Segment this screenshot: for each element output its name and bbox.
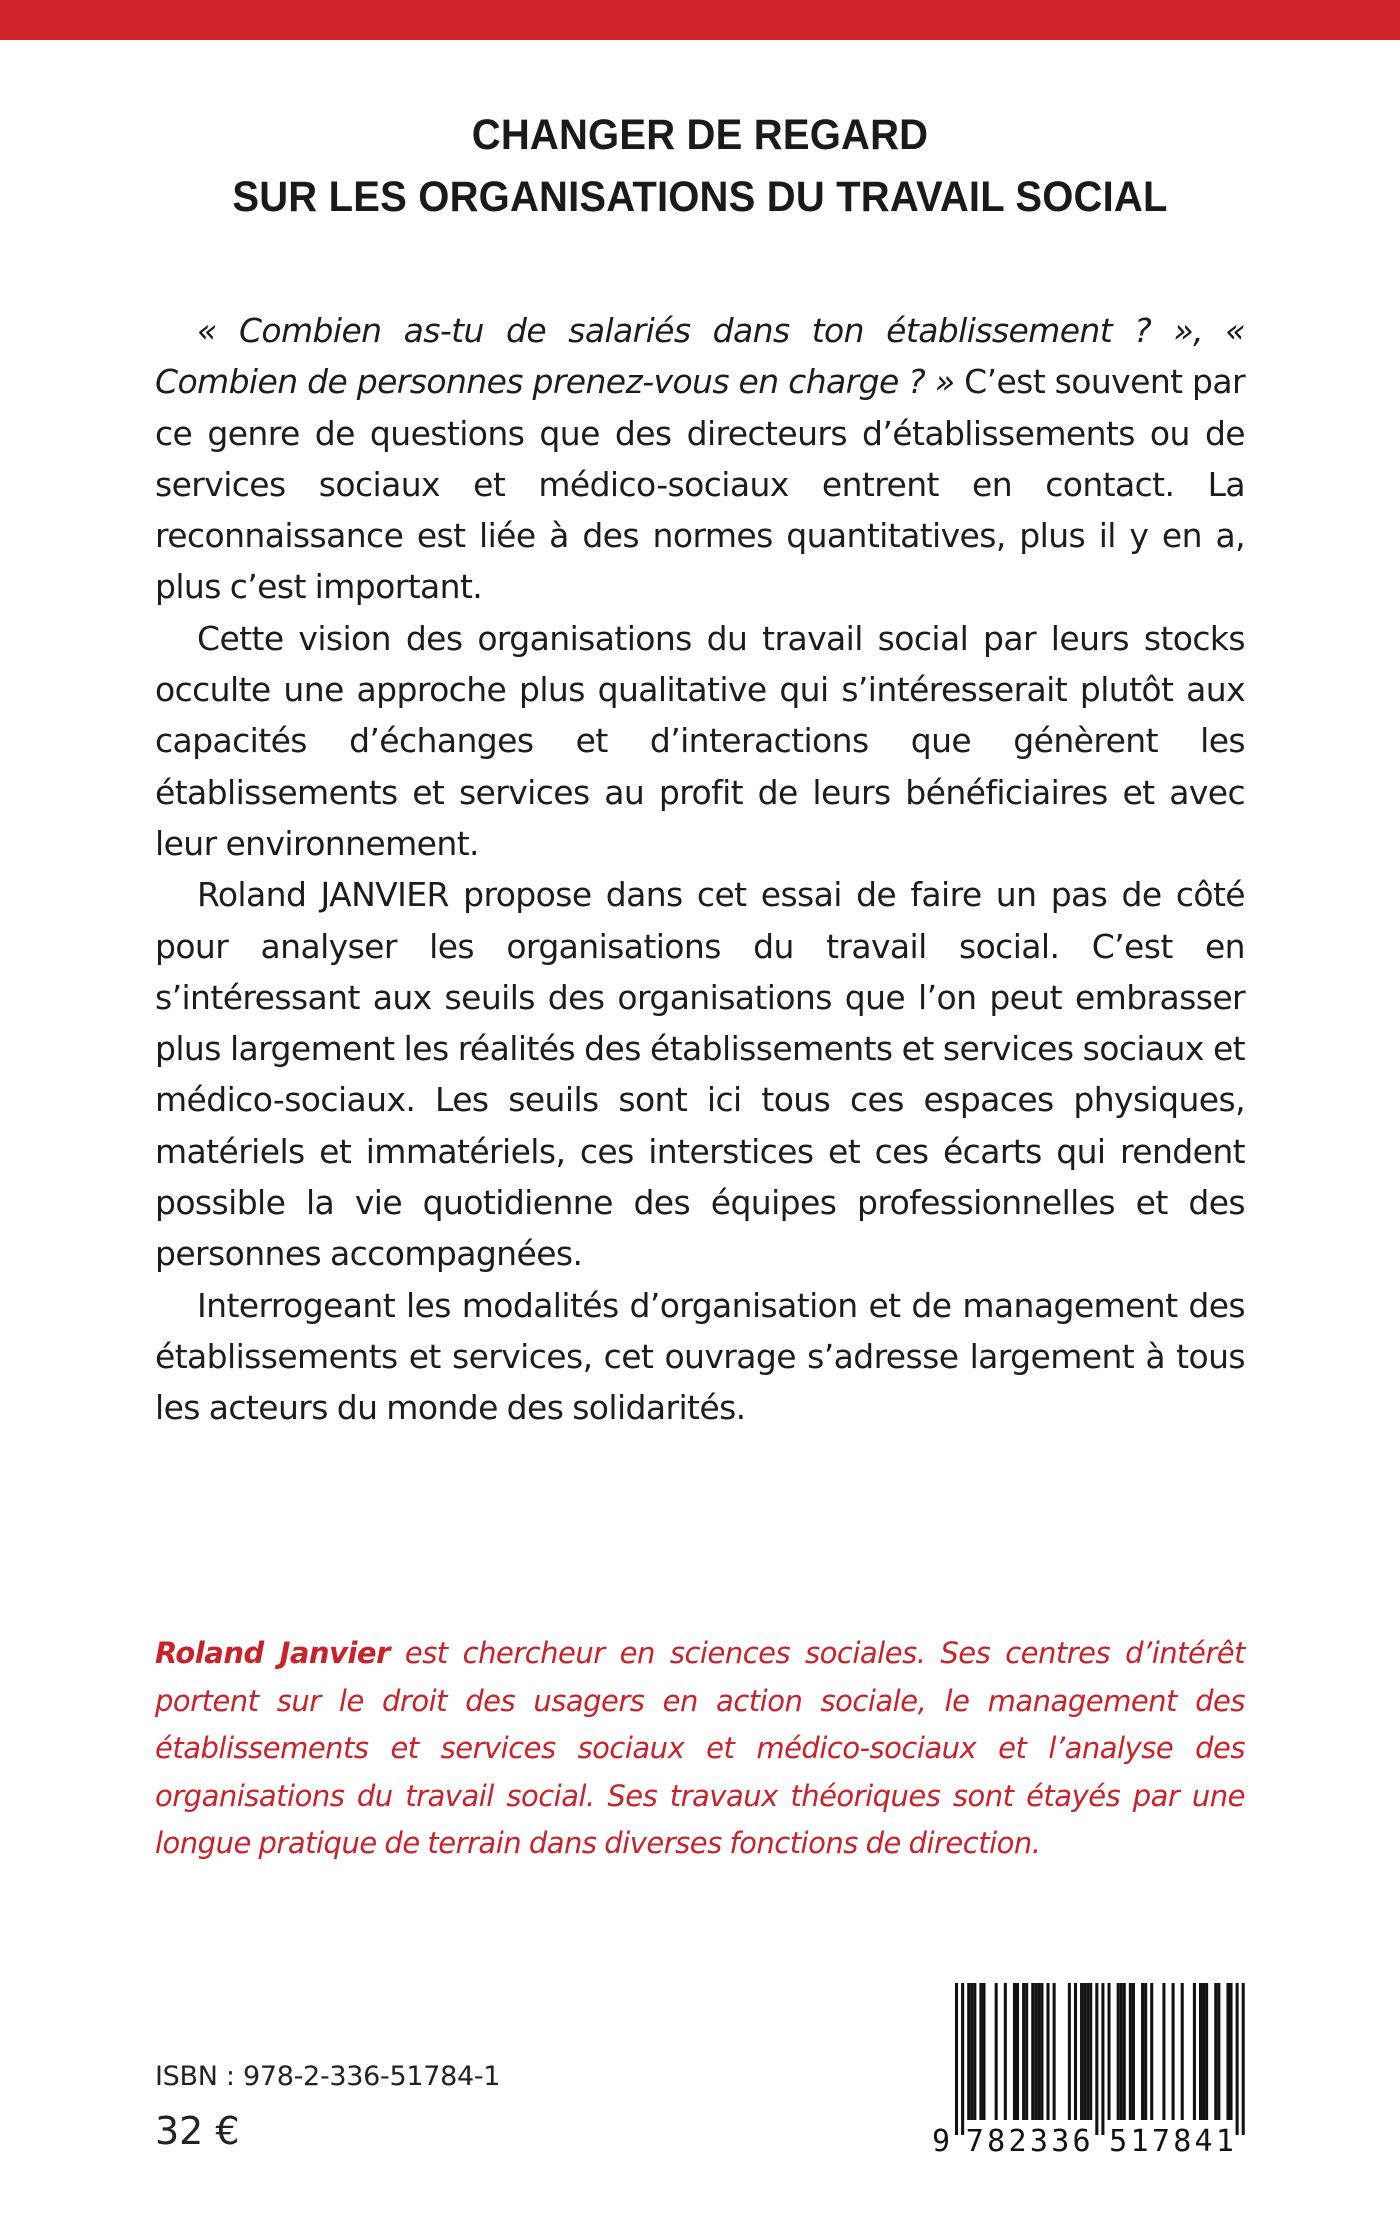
svg-text:3: 3 (1051, 2124, 1070, 2158)
svg-text:8: 8 (1173, 2124, 1192, 2158)
title-line-1: CHANGER DE REGARD (471, 111, 929, 159)
title-line-2: SUR LES ORGANISATIONS DU TRAVAIL SOCIAL (232, 173, 1168, 221)
svg-text:2: 2 (1008, 2124, 1027, 2158)
book-title (0, 104, 1400, 228)
svg-text:5: 5 (1109, 2124, 1128, 2158)
svg-text:8: 8 (987, 2124, 1006, 2158)
summary-paragraph-2: Cette vision des organisations du travail social par leurs stocks occulte une approche plus qualitative qui s’intéresserait plutôt aux capacités d’échanges et d’interactions que génèrent les établissements et services au profit de leurs bénéficiaires et avec leur environnement. (155, 618, 1245, 863)
svg-text:4: 4 (1194, 2124, 1213, 2158)
svg-text:1: 1 (1215, 2124, 1234, 2158)
svg-text:3: 3 (1029, 2124, 1048, 2158)
summary-paragraph-1 (155, 305, 1245, 613)
author-name: Roland Janvier (155, 1636, 390, 1670)
author-biography-paragraph (155, 1630, 1245, 1868)
svg-text:1: 1 (1130, 2124, 1149, 2158)
svg-text:7: 7 (965, 2124, 984, 2158)
svg-text:9: 9 (932, 2124, 951, 2158)
summary-paragraph-1-text: C’est souvent par ce genre de questions que des directeurs d’établissements ou de services sociaux et médico-sociaux entrent en contact. La reconnaissance est liée à des normes quantitatives, plus il y en a, plus c’est important. (155, 362, 1245, 607)
question-quote-2: « Combien de personnes prenez-vous en charge ? » (155, 311, 1245, 402)
barcode-graphic (928, 1983, 1258, 2158)
summary-paragraph-4: Interrogeant les modalités d’organisation et de management des établissements et services, cet ouvrage s’adresse largement à tous les acteurs du monde des solidarités. (155, 1285, 1245, 1428)
svg-text:6: 6 (1072, 2124, 1091, 2158)
svg-text:7: 7 (1151, 2124, 1170, 2158)
back-cover-summary (155, 305, 1245, 1434)
author-biography (155, 1630, 1245, 1868)
price-label: 32 € (155, 2109, 240, 2153)
top-red-band (0, 0, 1400, 40)
summary-paragraph-3: Roland JANVIER propose dans cet essai de faire un pas de côté pour analyser les organisations du travail social. C’est en s’intéressant aux seuils des organisations que l’on peut embrasser plus largement les réalités des établissements et services sociaux et médico-sociaux. Les seuils sont ici tous ces espaces physiques, matériels et immatériels, ces interstices et ces écarts qui rendent possible la vie quotidienne des équipes professionnelles et des personnes accompagnées. (155, 875, 1245, 1274)
ean13-barcode (928, 1983, 1258, 2158)
author-biography-text: est chercheur en sciences sociales. Ses centres d’intérêt portent sur le droit des usagers en action sociale, le management des établissements et services sociaux et médico-sociaux et l’analyse des organisations du travail social. Ses travaux théoriques sont étayés par une longue pratique de terrain dans diverses fonctions de direction. (155, 1636, 1245, 1861)
isbn-label: ISBN : 978-2-336-51784-1 (155, 2061, 501, 2092)
question-quote-1: « Combien as-tu de salariés dans ton établissement ? », (197, 311, 1204, 350)
